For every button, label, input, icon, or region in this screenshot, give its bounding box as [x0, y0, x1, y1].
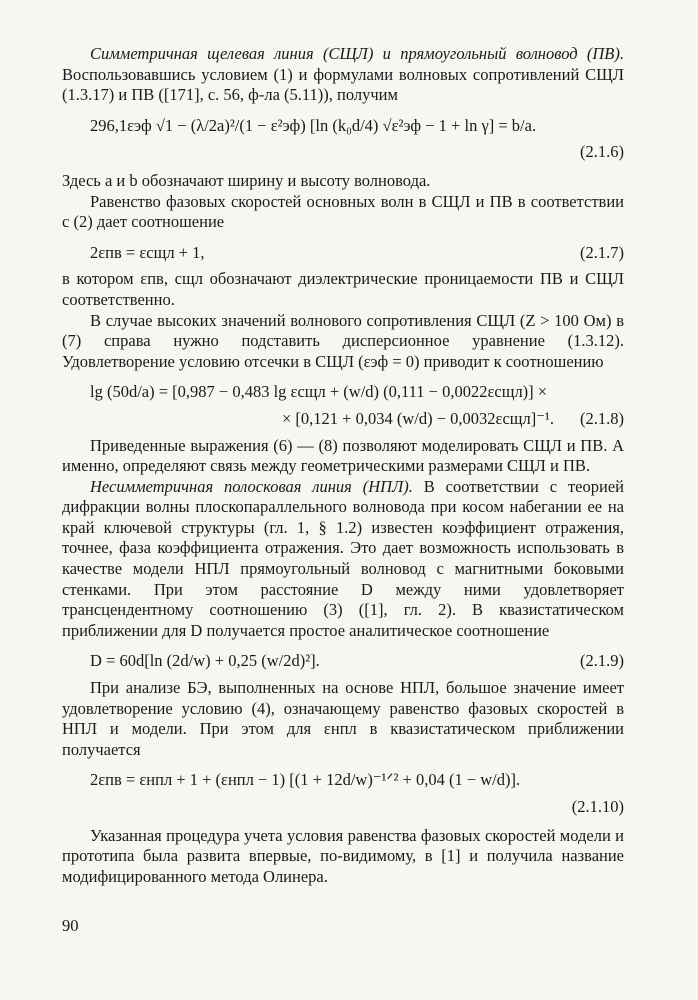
- equation-2-1-8-line1: [62, 382, 624, 403]
- paragraph-final: Указанная процедура учета условия равенства фазовых скоростей модели и прототипа была развита впервые, по-видимому, в [1] и получила название модифицированного метода Олинера.: [62, 825, 624, 886]
- paragraph-where: в котором εпв, сщл обозначают диэлектрические проницаемости ПВ и СЩЛ соответственно.: [62, 269, 624, 309]
- equation-number: (2.1.10): [571, 797, 624, 816]
- paragraph-asymmetric-strip-line: [62, 477, 624, 642]
- equation-expression: 2εпв = εнпл + 1 + (εнпл − 1) [(1 + 12d/w)⁻¹ᐟ² + 0,04 (1 − w/d)].: [90, 770, 521, 790]
- equation-number: (2.1.7): [580, 242, 624, 262]
- paragraph-a-b: Здесь a и b обозначают ширину и высоту волновода.: [62, 170, 431, 190]
- equation-number: (2.1.6): [580, 142, 624, 162]
- equation-expression: 296,1εэф √1 − (λ/2a)²/(1 − ε²эф) [ln (k₀d/4) √ε²эф − 1 + ln γ] = b/a.: [90, 115, 537, 135]
- equation-2-1-8-line2: [62, 409, 624, 430]
- equation-2-1-6: [62, 116, 624, 137]
- paragraph-text: В соответствии с теорией дифракции волны плоскопараллельного волновода при косом набегании ее на край ключевой структуры (гл. 1, § 1.2) известен коэффициент отражения, точнее, фаза коэффициента отражения. Это дает возможность использовать в качестве модели НПЛ прямоугольный волновод с магнитными боковыми стенками. При этом расстояние D между ними удовлетворяет трансцендентному соотношению (3) ([1], гл. 2). В квазистатическом приближении для D получается простое аналитическое соотношение: [62, 476, 624, 640]
- equation-2-1-10: [62, 770, 624, 791]
- equation-2-1-9: [62, 651, 624, 672]
- equation-number: (2.1.9): [580, 651, 624, 671]
- paragraph-high-impedance: В случае высоких значений волнового сопротивления СЩЛ (Z > 100 Ом) в (7) справа нужно подставить дисперсионное уравнение (1.3.12). Удовлетворение условию отсечки в СЩЛ (εэф = 0) приводит к соотношению: [62, 310, 624, 371]
- paragraph-expressions: Приведенные выражения (6) — (8) позволяют моделировать СЩЛ и ПВ. А именно, определяют связь между геометрическими размерами СЩЛ и ПВ.: [62, 435, 624, 476]
- equation-number: (2.1.8): [580, 408, 624, 428]
- section-title-symmetric: Симметричная щелевая линия (СЩЛ) и прямоугольный волновод (ПВ).: [90, 44, 624, 63]
- equation-expression: 2εпв = εсщл + 1,: [90, 242, 205, 262]
- paragraph-phase-speed: Равенство фазовых скоростей основных волн в СЩЛ и ПВ в соответствии с (2) дает соотношение: [62, 191, 624, 232]
- paragraph-analysis: При анализе БЭ, выполненных на основе НПЛ, большое значение имеет удовлетворение условию (4), означающему равенство фазовых скоростей в НПЛ и модели. При этом для εнпл в квазистатическом приближении получается: [62, 678, 624, 759]
- page-number: 90: [62, 916, 79, 935]
- equation-expression: × [0,121 + 0,034 (w/d) − 0,0032εсщл]⁻¹.: [282, 408, 554, 428]
- paragraph-symmetric-slot-line: [62, 44, 624, 106]
- section-title-asymmetric: Несимметричная полосковая линия (НПЛ).: [90, 476, 413, 496]
- equation-expression: D = 60d[ln (2d/w) + 0,25 (w/2d)²].: [90, 651, 320, 671]
- paragraph-text: Воспользовавшись условием (1) и формулами волновых сопротивлений СЩЛ (1.3.17) и ПВ ([171], с. 56, ф-ла (5.11)), получим: [62, 64, 624, 105]
- equation-expression: lg (50d/a) = [0,987 − 0,483 lg εсщл + (w/d) (0,111 − 0,0022εсщл)] ×: [90, 382, 548, 402]
- equation-2-1-7: [62, 243, 624, 264]
- page-body: [62, 44, 624, 887]
